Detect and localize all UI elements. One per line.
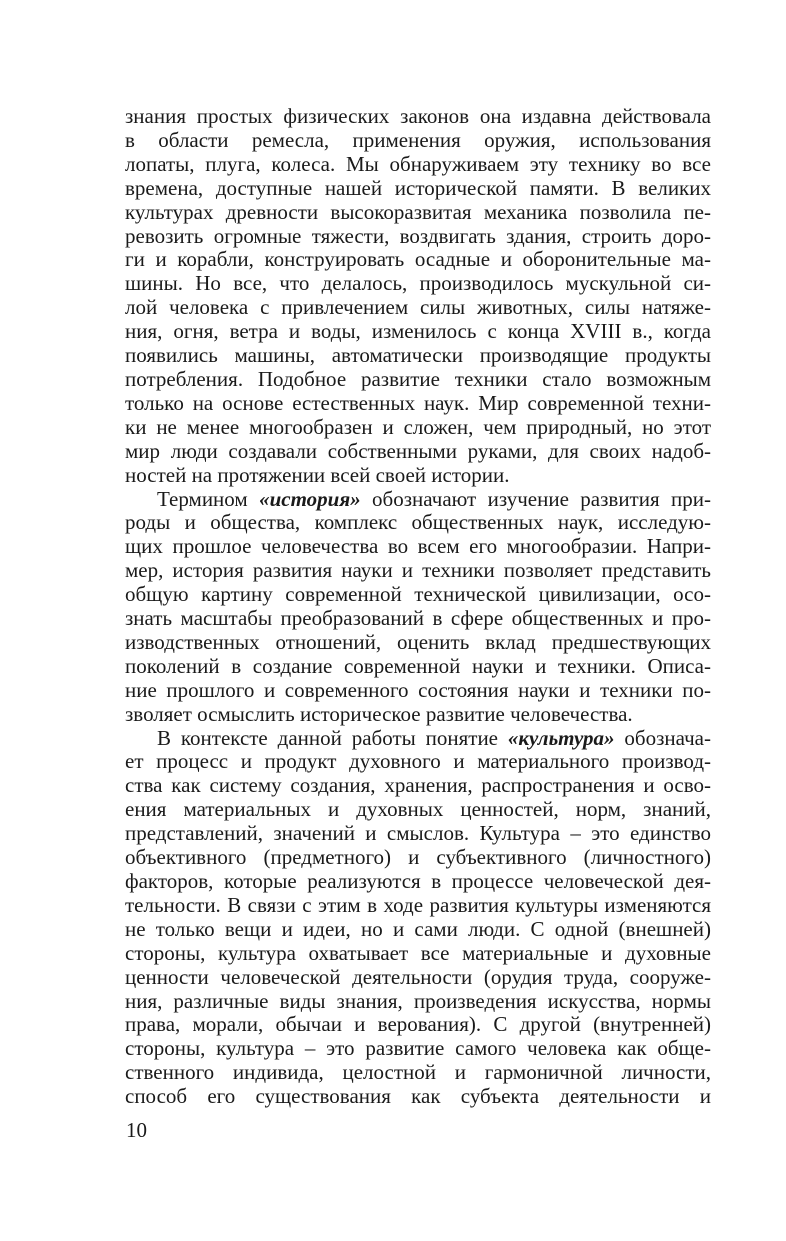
text-run: обознача- [614, 725, 711, 750]
text-line [125, 201, 711, 225]
text-run: ства как систему создания, хранения, распространения и осво- [125, 773, 711, 798]
page-number: 10 [126, 1118, 147, 1142]
text-run: Термином [157, 486, 260, 511]
text-line [125, 559, 711, 583]
text-line [125, 1037, 711, 1061]
text-run: общую картину современной технической цивилизации, осо- [125, 582, 711, 607]
text-run: знания простых физических законов она издавна действовала [125, 104, 711, 128]
text-run: ки не менее многообразен и сложен, чем природный, но этот [125, 414, 711, 439]
text-line [125, 105, 711, 129]
text-line [125, 272, 711, 296]
text-line [125, 344, 711, 368]
text-line [125, 918, 711, 942]
text-run: стороны, культура – это развитие самого человека как обще- [125, 1036, 711, 1061]
text-run: ностей на протяжении всей своей истории. [125, 462, 510, 487]
text-run: поколений в создание современной науки и техники. Описа- [125, 653, 711, 678]
text-line [125, 655, 711, 679]
text-line [125, 798, 711, 822]
text-line [125, 177, 711, 201]
text-run: в области ремесла, применения оружия, использования [125, 127, 711, 152]
text-run: лопаты, плуга, колеса. Мы обнаруживаем эту технику во все [125, 151, 711, 176]
text-line [125, 774, 711, 798]
text-line [125, 870, 711, 894]
text-run: роды и общества, комплекс общественных наук, исследую- [125, 510, 711, 535]
text-run: стороны, культура охватывает все материальные и духовные [125, 940, 711, 965]
text-run: изводственных отношений, оценить вклад предшествующих [125, 629, 711, 654]
text-line [125, 511, 711, 535]
page-body [125, 105, 711, 1109]
text-run: мер, история развития науки и техники позволяет представить [125, 558, 711, 583]
text-line [125, 1013, 711, 1037]
text-line [125, 464, 711, 488]
text-line [125, 368, 711, 392]
text-run: ние прошлого и современного состояния науки и техники по- [125, 677, 711, 702]
text-run: щих прошлое человечества во всем его многообразии. Напри- [125, 534, 711, 559]
text-line [125, 1061, 711, 1085]
text-line [125, 248, 711, 272]
text-run: культурах древности высокоразвитая механика позволила пе- [125, 199, 711, 224]
text-run: мир люди создавали собственными руками, для своих надоб- [125, 438, 711, 463]
paragraph [125, 727, 711, 1110]
text-line [125, 727, 711, 751]
text-run: потребления. Подобное развитие техники стало возможным [125, 366, 711, 391]
text-run: факторов, которые реализуются в процессе человеческой дея- [125, 869, 711, 893]
text-line [125, 440, 711, 464]
text-run: лой человека с привлечением силы животных, силы натяже- [125, 295, 711, 320]
text-run: появились машины, автоматически производящие продукты [125, 343, 711, 368]
text-run: ет процесс и продукт духовного и материального производ- [125, 749, 711, 774]
text-line [125, 129, 711, 153]
text-run: ния, различные виды знания, произведения искусства, нормы [125, 988, 711, 1013]
text-run: ственного индивида, целостной и гармоничной личности, [125, 1060, 711, 1085]
text-run: способ его существования как субъекта деятельности и [125, 1084, 711, 1109]
text-run: только на основе естественных наук. Мир современной техни- [125, 390, 711, 415]
text-line [125, 1085, 711, 1109]
text-run: В контексте данной работы понятие [157, 725, 508, 750]
defined-term: «культура» [507, 725, 615, 750]
text-line [125, 296, 711, 320]
text-run: шины. Но все, что делалось, производилось мускульной си- [125, 271, 711, 296]
text-line [125, 535, 711, 559]
text-line [125, 631, 711, 655]
text-run: не только вещи и идеи, но и сами люди. С одной (внешней) [125, 916, 711, 941]
text-run: ги и корабли, конструировать осадные и оборонительные ма- [125, 247, 711, 272]
text-run: знать масштабы преобразований в сфере общественных и про- [125, 606, 711, 631]
text-line [125, 679, 711, 703]
text-line [125, 607, 711, 631]
text-line [125, 750, 711, 774]
text-line [125, 488, 711, 512]
text-run: объективного (предметного) и субъективного (личностного) [125, 845, 711, 870]
text-line [125, 942, 711, 966]
text-line [125, 966, 711, 990]
text-line [125, 822, 711, 846]
text-run: тельности. В связи с этим в ходе развития культуры изменяются [125, 892, 711, 917]
text-line [125, 894, 711, 918]
text-line [125, 153, 711, 177]
text-line [125, 225, 711, 249]
text-run: представлений, значений и смыслов. Культура – это единство [125, 821, 711, 846]
text-run: права, морали, обычаи и верования). С другой (внутренней) [125, 1012, 711, 1037]
text-run: ревозить огромные тяжести, воздвигать здания, строить доро- [125, 223, 711, 248]
text-run: зволяет осмыслить историческое развитие человечества. [125, 701, 633, 726]
text-line [125, 416, 711, 440]
text-run: времена, доступные нашей исторической памяти. В великих [125, 175, 711, 200]
paragraph [125, 105, 711, 488]
text-line [125, 392, 711, 416]
text-line [125, 320, 711, 344]
text-run: ения материальных и духовных ценностей, норм, знаний, [125, 797, 711, 822]
text-run: ния, огня, ветра и воды, изменилось с конца XVIII в., когда [125, 319, 711, 344]
text-line [125, 703, 711, 727]
text-run: обозначают изучение развития при- [360, 486, 712, 511]
paragraph [125, 488, 711, 727]
text-line [125, 583, 711, 607]
text-run: ценности человеческой деятельности (орудия труда, сооруже- [125, 964, 711, 989]
text-line [125, 846, 711, 870]
text-line [125, 990, 711, 1014]
defined-term: «история» [259, 486, 361, 511]
